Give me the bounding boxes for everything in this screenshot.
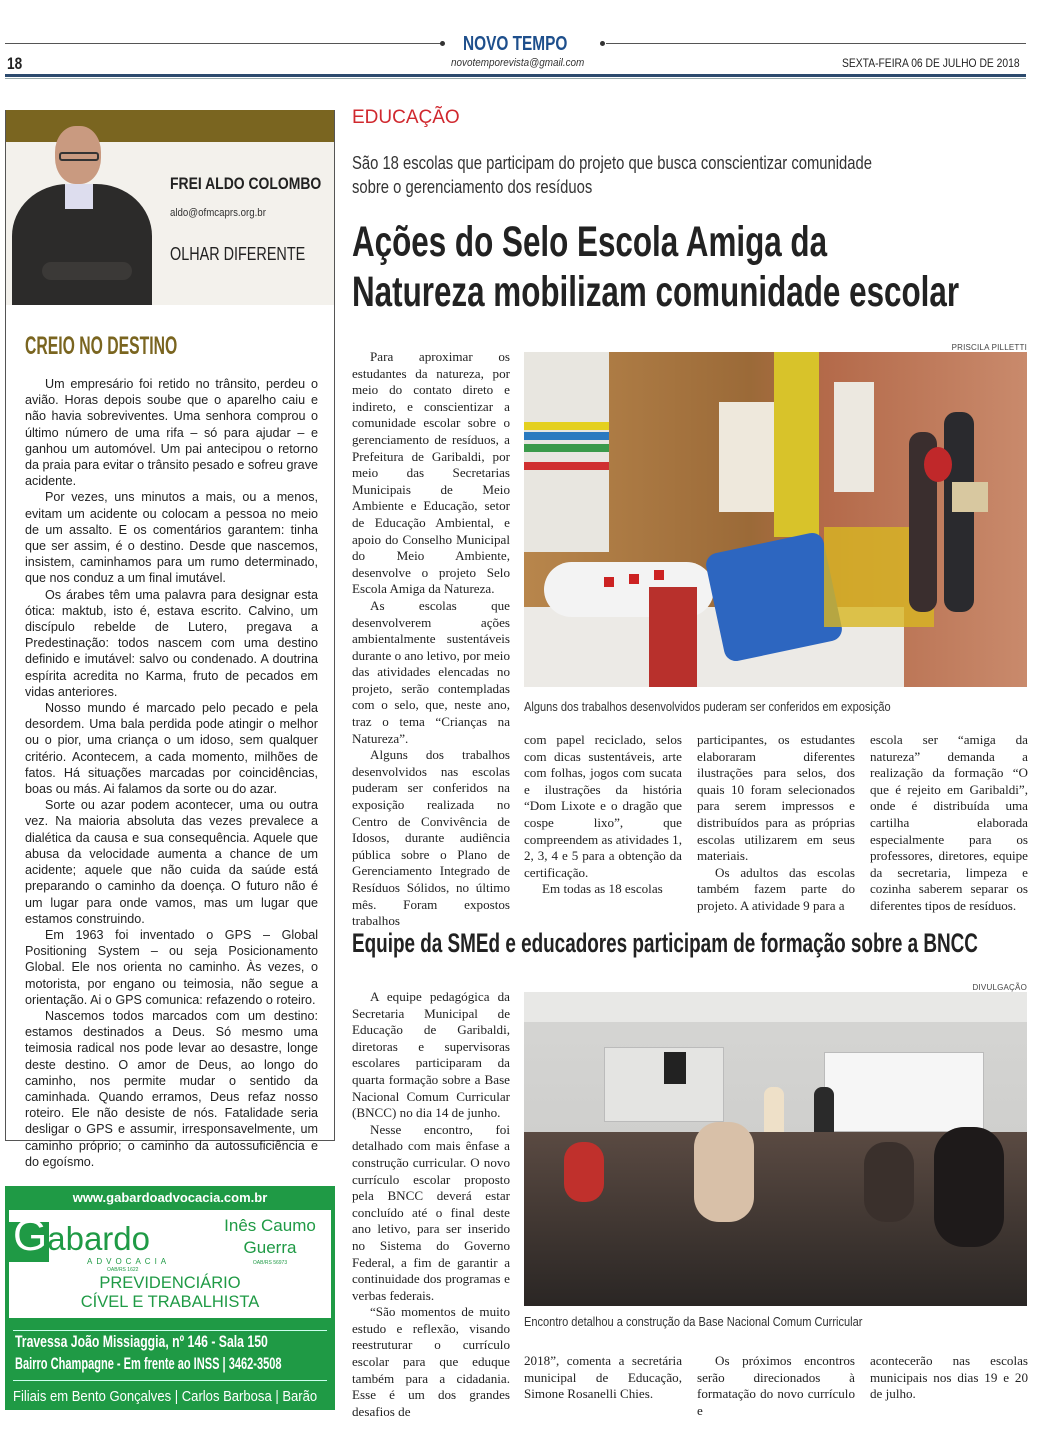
article2-column-4 [870,1353,1028,1403]
article2-column-1 [352,989,510,1420]
article2-caption: Encontro detalhou a construção da Base Nacional Comum Curricular [524,1314,863,1329]
article1-column-3 [697,732,855,915]
page-number: 18 [7,54,23,73]
paragraph: 2018”, comenta a secretária municipal de Educação, Simone Rosanelli Chies. [524,1353,682,1402]
header-email: novotemporevista@gmail.com [451,57,585,69]
ad-branches: Filiais em Bento Gonçalves | Carlos Barbosa | Barão [13,1389,318,1405]
paragraph: “São momentos de muito estudo e reflexão, visando reestruturar o currículo escolar para que eduque também para a cidadania. Esse é um dos grandes desafios de [352,1304,510,1419]
article1-subtitle-line2: sobre o gerenciamento dos resíduos [352,176,593,197]
article2-photo [524,992,1027,1306]
ad-lawyer-line1: Inês Caumo [224,1216,316,1235]
header-dot [600,41,605,46]
paragraph: Nosso mundo é marcado pelo pecado e pela desordem. Uma bala perdida pode atingir o melhor ou o pior, uma criança o um idoso, sem qualquer critério. Acontecem, a cada momento, milhões de fatos. Há situações marcadas por coincidências, boas ou más. Ai falamos da sorte ou do azar. [25,701,318,797]
paragraph: escola ser “amiga da natureza” demanda a realização da formação “O que é rejeito em Garibaldi”, onde é distribuída uma cartilha elaborada especialmente para os professores, diretores, equipe da secretaria, limpeza e cozinha saberem separar os diferentes tipos de resíduos. [870,732,1028,913]
section-label: EDUCAÇÃO [352,107,460,128]
article1-column-4 [870,732,1028,915]
ad-address2: Bairro Champagne - Em frente ao INSS | 3462-3508 [15,1354,282,1373]
paragraph: Os adultos das escolas também fazem parte do projeto. A atividade 9 para a [697,864,855,913]
article1-caption: Alguns dos trabalhos desenvolvidos puderam ser conferidos em exposição [524,699,891,714]
header-rule-left [5,43,443,44]
column-name: OLHAR DIFERENTE [170,244,306,264]
photo-credit: PRISCILA PILLETTI [951,343,1027,352]
ad-url[interactable]: www.gabardoadvocacia.com.br [72,1190,268,1205]
paragraph: As escolas que desenvolverem ações ambientalmente sustentáveis durante o ano letivo, por meio das atividades elencadas no projeto, serão contempladas com o selo, que, neste ano, traz o tema “Crianças na Natureza”. [352,597,510,746]
paragraph: Nesse encontro, foi detalhado com mais ênfase a construção curricular. O novo currículo escolar proposto pela BNCC deverá estar concluído até o final deste ano letivo, para ser inserido no Sistema do Governo Federal, a fim de garantir a continuidade dos programas e verbas federais. [352,1121,510,1303]
article2-column-3 [697,1353,855,1419]
article2-column-2 [524,1353,682,1403]
ad-address1: Travessa João Missiaggia, nº 146 - Sala 150 [15,1332,268,1351]
paragraph: participantes, os estudantes elaboraram diferentes ilustrações para selos, dos quais 10 foram selecionados para serem impressos e distribuídos para as próprias escolas utilizarem em seus materiais. [697,732,855,864]
paragraph: Um empresário foi retido no trânsito, perdeu o avião. Horas depois soube que o aparelho caiu e não havia sobreviventes. Uma senhora comprou o último número de uma rifa – só para ajudar – e ganhou um automóvel. Um pai antecipou o retorno da praia para evitar o trânsito pesado e sofreu grave acidente. [25,377,318,489]
ad-divider [13,1380,327,1381]
ad-lawyer-oab: OAB/RS 56973 [252,1260,288,1266]
author-name: FREI ALDO COLOMBO [170,174,322,193]
ad-logo: Gabardo [13,1211,150,1260]
masthead: NOVO TEMPO [463,33,568,55]
ad-logo-oab: OAB/RS 1622 [107,1267,139,1273]
gabardo-ad[interactable] [5,1186,335,1410]
paragraph: acontecerão nas escolas municipais nos dias 19 e 20 de julho. [870,1353,1028,1402]
header-rule-thin [5,78,1026,79]
paragraph: Por vezes, uns minutos a mais, ou a menos, evitam um acidente ou colocam a pessoa no meio de um assalto. E os comentários garantem: tinha que ser assim, é o destino. Desde que nascemos, insistem, caminhamos para um rumo determinado, que nos conduz a um final imutável. [25,490,318,586]
ad-area2: CÍVEL E TRABALHISTA [80,1293,260,1311]
paragraph: A equipe pedagógica da Secretaria Municipal de Educação de Garibaldi, diretoras e supervisoras escolares participaram da quarta formação sobre a Base Nacional Comum Curricular (BNCC) no dia 14 de junho. [352,989,510,1121]
article1-headline-line2: Natureza mobilizam comunidade escolar [352,268,960,316]
paragraph: Alguns dos trabalhos desenvolvidos nas escolas puderam ser conferidos na exposição realizada no Centro de Convivência de Idosos, durante audiência pública sobre o Plano de Gerenciamento Integrado de Resíduos Sólidos, no último mês. Foram expostos trabalhos [352,747,510,929]
paragraph: Sorte ou azar podem acontecer, uma ou outra vez. Na maioria absoluta das vezes prevalece a dialética da causa e sua consequência. Aquele que abusa da velocidade aumenta a chance de um acidente; aquele que não cuida da saúde está preparando o caminho da doença. O futuro não é um lugar para onde vamos, mas um lugar que estamos construindo. [25,798,318,926]
ad-logo-sub: ADVOCACIA [87,1257,171,1266]
paragraph: Em 1963 foi inventado o GPS – Global Positioning System – ou seja Posicionamento Global. Ele nos orienta no caminho. Às vezes, o motorista, por engano ou teimosia, não segue a orientação. Ai o GPS comunica: refazendo o roteiro. [25,927,318,1007]
ad-lawyer-line2: Guerra [243,1238,297,1257]
header-date: SEXTA-FEIRA 06 DE JULHO DE 2018 [842,56,1020,70]
ad-area1: PREVIDENCIÁRIO [99,1274,241,1292]
author-email[interactable]: aldo@ofmcaprs.org.br [170,207,266,219]
article1-column-1 [352,349,510,930]
article2-headline: Equipe da SMEd e educadores participam de formação sobre a BNCC [352,928,978,958]
paragraph: Os próximos encontros serão direcionados à formatação do novo currículo e [697,1353,855,1418]
header-dot [440,41,445,46]
ad-divider [13,1330,327,1331]
article1-photo [524,352,1027,687]
article1-subtitle-line1: São 18 escolas que participam do projeto que busca conscientizar comunidade [352,152,872,173]
column-title: CREIO NO DESTINO [25,332,178,360]
article1-headline-line1: Ações do Selo Escola Amiga da [352,218,828,266]
author-photo [7,122,153,305]
photo-credit: DIVULGAÇÃO [972,983,1027,992]
paragraph: Para aproximar os estudantes da natureza, por meio do contato direto e indireto, e conscientizar a comunidade escolar sobre o gerenciamento de resíduos, a Prefeitura de Garibaldi, por meio das Secretarias Municipais de Meio Ambiente e Educação, setor de Educação Ambiental, e apoio do Conselho Municipal do Meio Ambiente, desenvolve o projeto Selo Escola Amiga da Natureza. [352,349,510,597]
paragraph: com papel reciclado, selos com dicas sustentáveis, arte com folhas, jogos com sucata e ilustrações da história “Dom Lixote e o dragão que cospe lixo”, que compreendem as atividades 1, 2, 3, 4 e 5 para a obtenção da certificação. [524,732,682,880]
paragraph: Os árabes têm uma palavra para designar esta ótica: maktub, isto é, estava escrito. Calvino, um discípulo rebelde de Lutero, pregava a Predestinação: todos nascem com uma destino definido e imutável: salvo ou condenado. A doutrina espírita acredita no Karma, fruto de pecados em vidas anteriores. [25,587,318,699]
header-rule-right [606,43,1026,44]
header-rule-double [5,74,1026,77]
article1-column-2 [524,732,682,898]
paragraph: Em todas as 18 escolas [542,881,663,897]
paragraph: Nascemos todos marcados com um destino: estamos destinados a Deus. Só mesmo uma teimosia radical nos pode levar ao desastre, longe deste destino. O amor de Deus, ao longo do caminho, nos permite mudar o sentido da caminhada. Quando erramos, Deus refaz nosso roteiro. Ele não desiste de nós. Fatalidade seria desligar o GPS e assumir, irresponsavelmente, um caminho próprio; o caminho da autossuficiência e do egoísmo. [25,1008,318,1169]
column-body [25,376,318,1170]
